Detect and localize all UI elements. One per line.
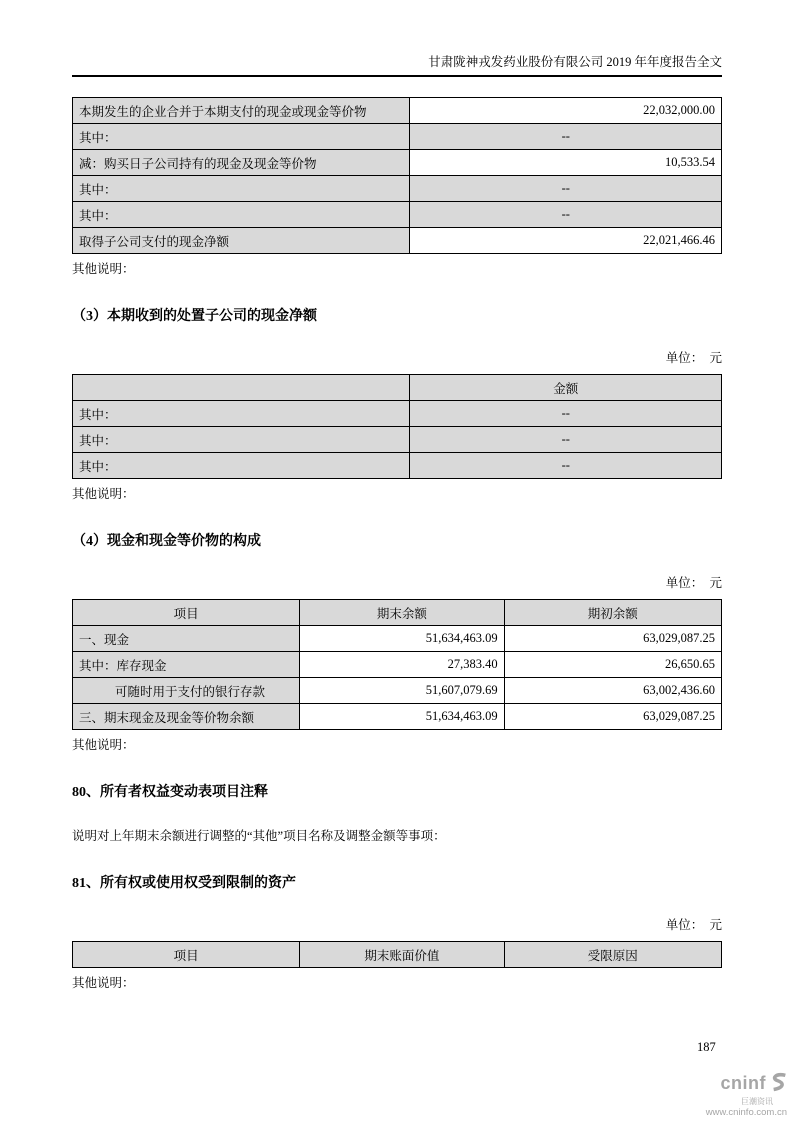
section-heading-80: 80、所有者权益变动表项目注释 (72, 785, 268, 800)
table-row (73, 202, 722, 228)
row-value-cell: 22,032,000.00 (410, 98, 722, 124)
section-80-body: 说明对上年期末余额进行调整的“其他”项目名称及调整金额等事项： (72, 829, 446, 843)
row-label-cell: 其中： (73, 427, 410, 453)
row-opening-cell: 26,650.65 (504, 652, 721, 678)
row-label-cell: 本期发生的企业合并于本期支付的现金或现金等价物 (73, 98, 410, 124)
row-opening-cell: 63,029,087.25 (504, 626, 721, 652)
disposal-cash-table (72, 374, 722, 479)
cninfo-logo-icon (767, 1072, 787, 1097)
row-label-cell: 其中： (73, 124, 410, 150)
other-note: 其他说明： (72, 738, 135, 752)
header-closing-cell: 期末余额 (300, 600, 504, 626)
table-header-row (73, 942, 722, 968)
row-label-cell: 其中：库存现金 (73, 652, 300, 678)
row-value-cell: 22,021,466.46 (410, 228, 722, 254)
row-opening-cell: 63,002,436.60 (504, 678, 721, 704)
other-note: 其他说明： (72, 487, 135, 501)
section-heading-disposal: （3）本期收到的处置子公司的现金净额 (72, 309, 317, 324)
row-closing-cell: 51,634,463.09 (300, 704, 504, 730)
table-row (73, 453, 722, 479)
row-label-cell: 三、期末现金及现金等价物余额 (73, 704, 300, 730)
header-item-cell: 项目 (73, 600, 300, 626)
unit-label: 单位： 元 (665, 351, 722, 365)
row-label-cell: 其中： (73, 401, 410, 427)
document-title: 甘肃陇神戎发药业股份有限公司 2019 年年度报告全文 (428, 55, 722, 69)
unit-label: 单位： 元 (665, 918, 722, 932)
row-label-cell: 其中： (73, 453, 410, 479)
row-label-cell: 其中： (73, 202, 410, 228)
header-amount-cell: 金额 (410, 375, 722, 401)
row-value-cell: -- (410, 176, 722, 202)
row-label-cell: 取得子公司支付的现金净额 (73, 228, 410, 254)
row-label-cell: 可随时用于支付的银行存款 (73, 678, 300, 704)
cninfo-logo-caption: 巨潮资讯 (741, 1096, 773, 1106)
table-row (73, 98, 722, 124)
table-row (73, 678, 722, 704)
row-value-cell: -- (410, 202, 722, 228)
table-row (73, 401, 722, 427)
table-row (73, 704, 722, 730)
table-header-row (73, 600, 722, 626)
row-value-cell: -- (410, 124, 722, 150)
row-value-cell: -- (410, 427, 722, 453)
table-row (73, 427, 722, 453)
row-value-cell: -- (410, 401, 722, 427)
section-heading-81: 81、所有权或使用权受到限制的资产 (72, 876, 296, 891)
header-opening-cell: 期初余额 (504, 600, 721, 626)
row-closing-cell: 27,383.40 (300, 652, 504, 678)
row-label-cell: 一、现金 (73, 626, 300, 652)
row-label-cell: 其中： (73, 176, 410, 202)
header-reason-cell: 受限原因 (504, 942, 721, 968)
cninfo-logo (677, 1072, 787, 1119)
row-label-cell: 减：购买日子公司持有的现金及现金等价物 (73, 150, 410, 176)
cash-composition-table (72, 599, 722, 730)
table-row (73, 124, 722, 150)
row-closing-cell: 51,634,463.09 (300, 626, 504, 652)
header-book-value-cell: 期末账面价值 (300, 942, 504, 968)
header-item-cell: 项目 (73, 942, 300, 968)
table-row (73, 176, 722, 202)
page-number: 187 (697, 1040, 716, 1054)
cninfo-logo-url: www.cninfo.com.cn (705, 1107, 787, 1119)
row-value-cell: -- (410, 453, 722, 479)
other-note: 其他说明： (72, 976, 135, 990)
unit-label: 单位： 元 (665, 576, 722, 590)
section-heading-cash-composition: （4）现金和现金等价物的构成 (72, 534, 261, 549)
row-value-cell: 10,533.54 (410, 150, 722, 176)
row-opening-cell: 63,029,087.25 (504, 704, 721, 730)
table-row (73, 228, 722, 254)
document-header (72, 0, 722, 77)
header-empty-cell (73, 375, 410, 401)
cninfo-logo-text: cninf (720, 1073, 766, 1094)
table-row (73, 626, 722, 652)
table-header-row (73, 375, 722, 401)
table-row (73, 652, 722, 678)
table-row (73, 150, 722, 176)
page-content (72, 0, 722, 991)
business-combination-cash-table (72, 97, 722, 254)
row-closing-cell: 51,607,079.69 (300, 678, 504, 704)
other-note: 其他说明： (72, 262, 135, 276)
restricted-assets-table (72, 941, 722, 968)
cninfo-logo-row (677, 1072, 787, 1097)
